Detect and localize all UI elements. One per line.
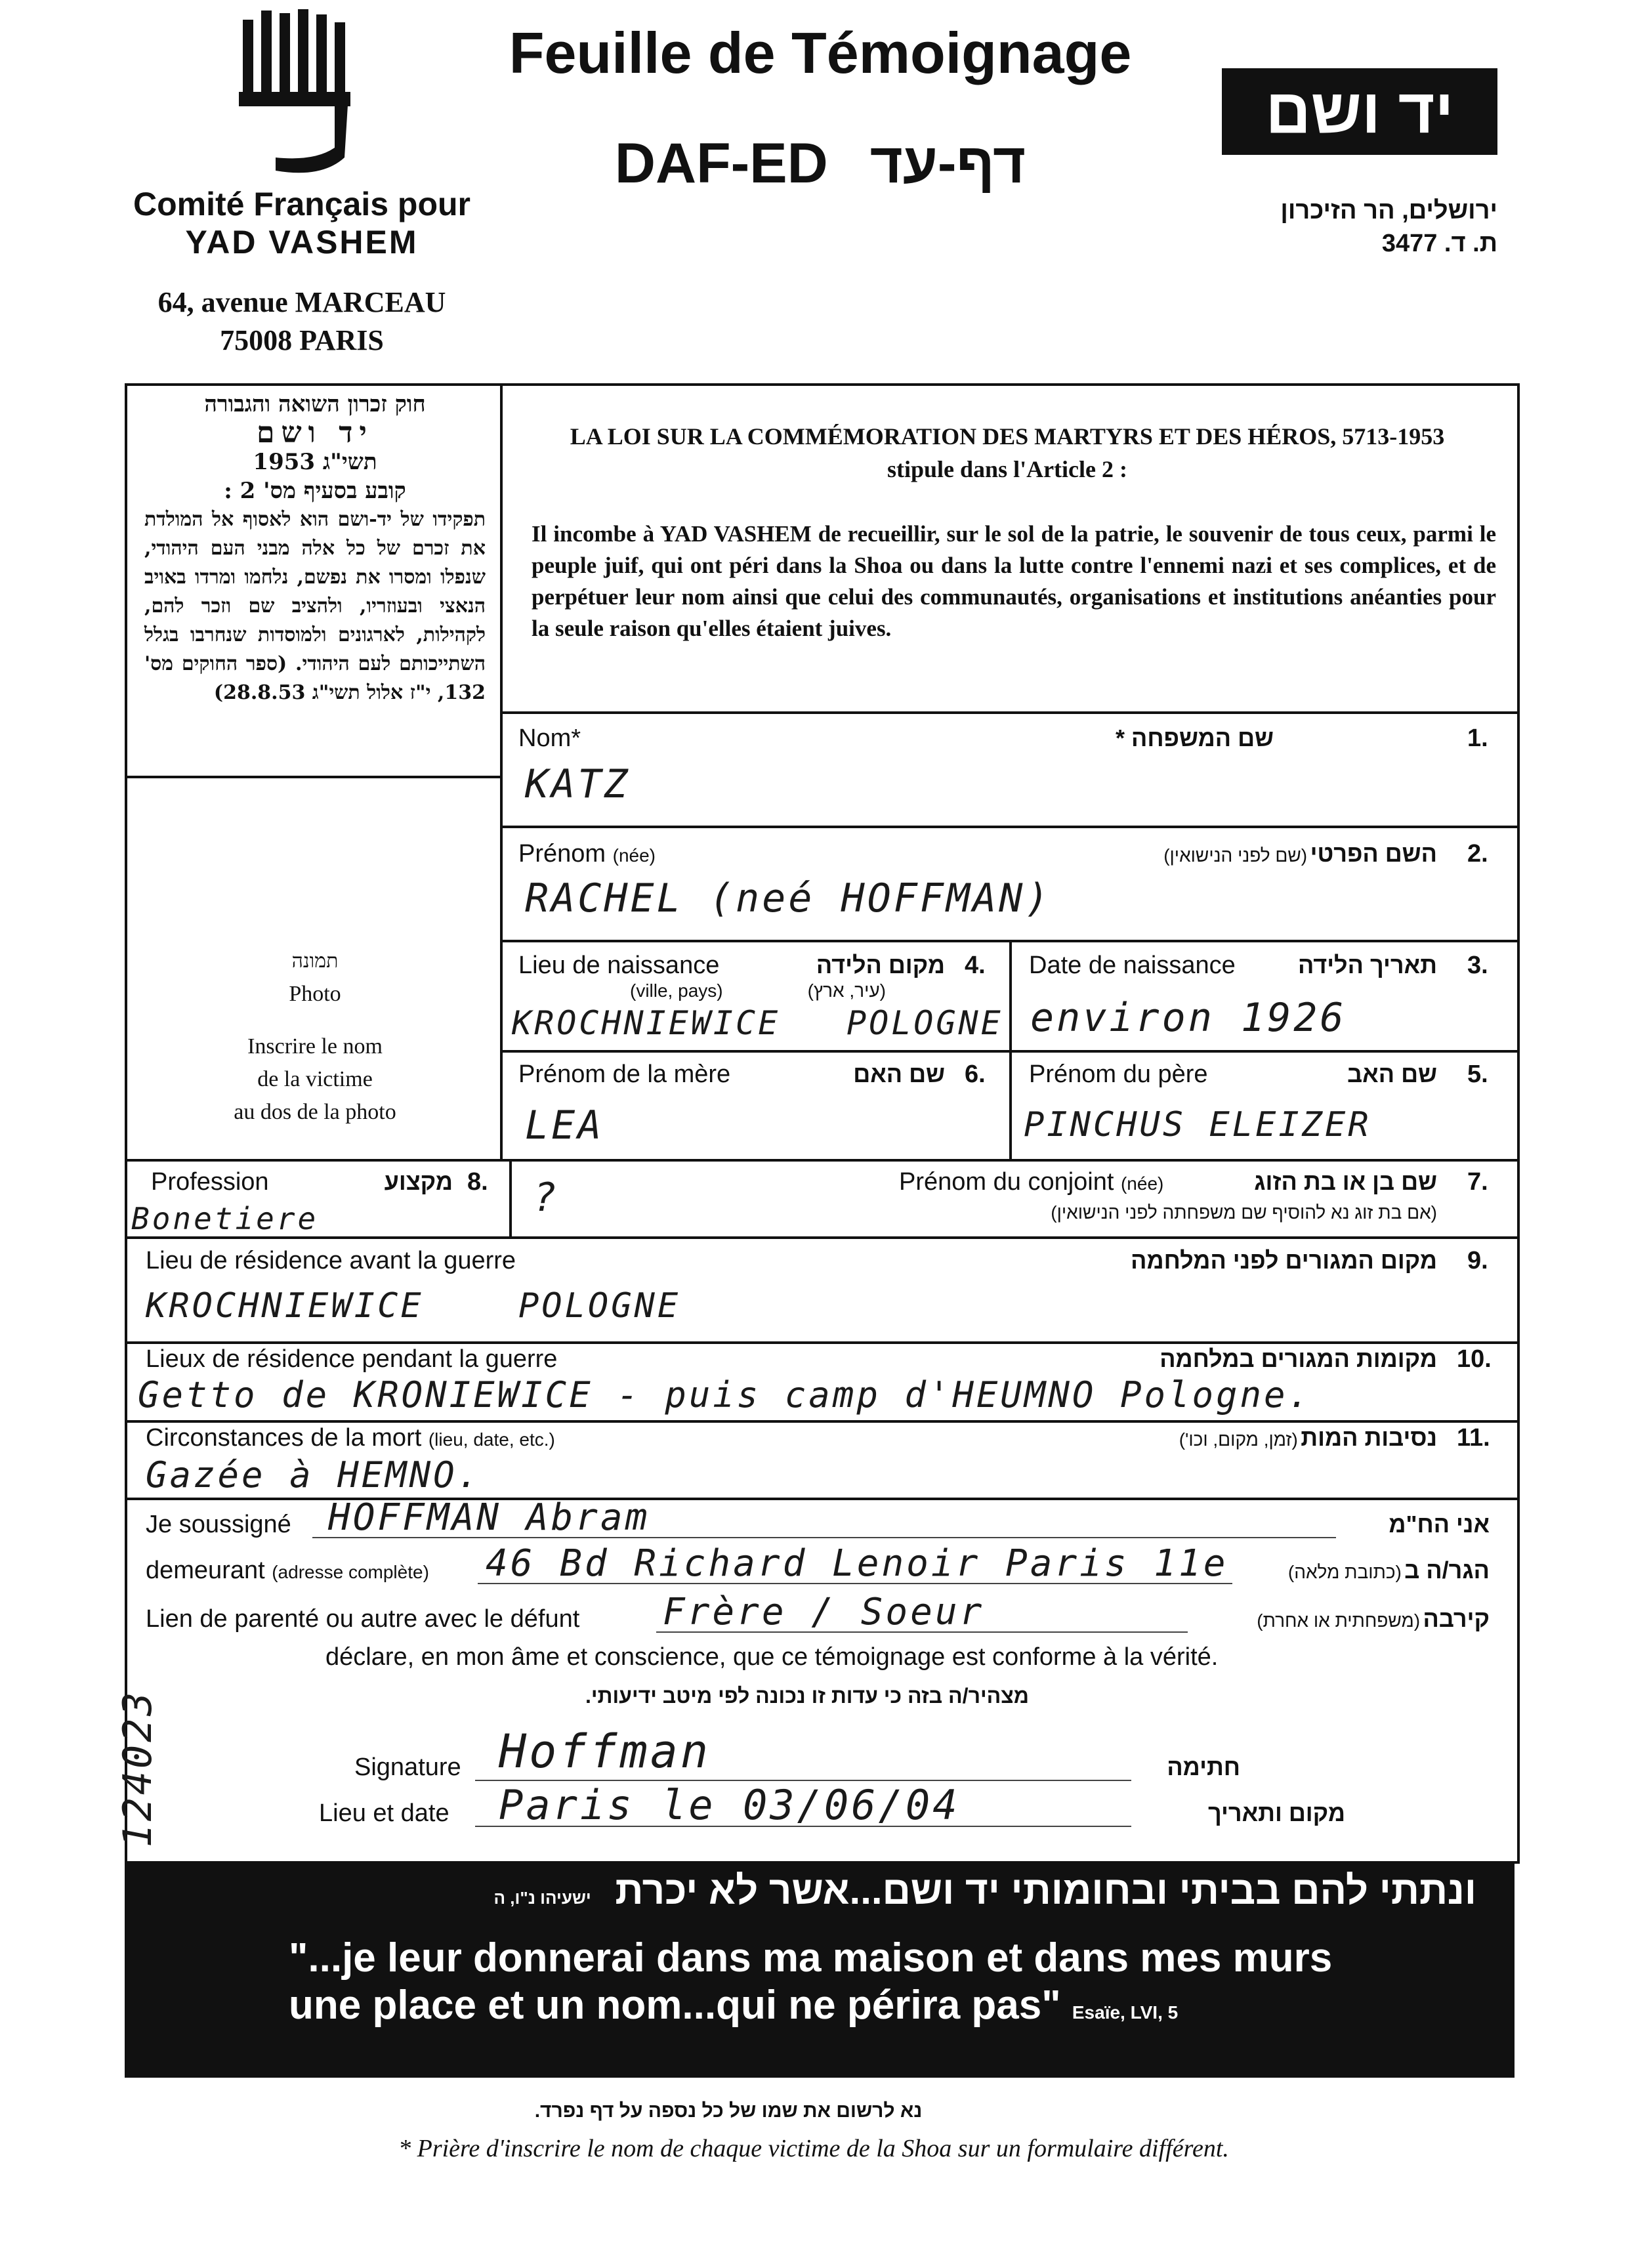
divider-6	[125, 1341, 1517, 1344]
comite-line2: YAD VASHEM	[185, 224, 419, 261]
nom-number: 1.	[1467, 724, 1488, 752]
prenom-pere-heb: שם האב	[1347, 1060, 1437, 1087]
mort-value[interactable]: Gazée à HEMNO.	[146, 1454, 482, 1496]
demeurant-value[interactable]: 46 Bd Richard Lenoir Paris 11e	[486, 1542, 1228, 1585]
footer-verse-french	[289, 1935, 1536, 2036]
conjoint-value[interactable]: ?	[533, 1175, 560, 1221]
residence-avant-label: Lieu de résidence avant la guerre	[146, 1247, 516, 1274]
mort-heb	[984, 1424, 1437, 1452]
profession-label: Profession	[151, 1168, 269, 1196]
residence-avant-country-value[interactable]: POLOGNE	[518, 1286, 681, 1326]
mort-heb-small: (זמן, מקום, וכו')	[1179, 1429, 1298, 1450]
declare-heb: מצהיר/ה בזה כי עדות זו נכונה לפי מיטב ידיעותי.	[585, 1684, 1029, 1708]
soussigne-heb: אני הח"מ	[1389, 1511, 1490, 1538]
photo-box	[131, 945, 499, 1129]
prenom-mere-heb: שם האם	[853, 1060, 945, 1087]
lien-heb-small: (משפחתית או אחרת)	[1257, 1610, 1421, 1631]
divider-1	[500, 826, 1517, 828]
footer-verse-hebrew-ref: ישעיהו נ"ו, ה	[493, 1888, 591, 1908]
stamp-number: 124023	[115, 1689, 161, 1848]
date-naissance-number: 3.	[1467, 952, 1488, 979]
comite-address	[125, 284, 479, 360]
date-naissance-value[interactable]: environ 1926	[1030, 995, 1347, 1041]
prenom-label-small: (née)	[612, 845, 656, 866]
conjoint-number: 7.	[1467, 1168, 1488, 1196]
law-french-title-line: LA LOI SUR LA COMMÉMORATION DES MARTYRS ET DES HÉROS, 5713-1953	[570, 423, 1445, 450]
signature-label: Signature	[354, 1754, 461, 1781]
prenom-mere-label: Prénom de la mère	[518, 1060, 731, 1088]
demeurant-heb	[1240, 1557, 1490, 1584]
divider-2	[500, 940, 1517, 942]
law-french-subtitle: stipule dans l'Article 2 :	[887, 456, 1127, 482]
residence-avant-heb: מקום המגורים לפני המלחמה	[1131, 1247, 1437, 1274]
lieu-naissance-heb-sub: (עיר, ארץ)	[807, 980, 886, 1001]
footer-verse-hebrew-text: ונתתי להם בביתי ובחומותי יד ושם...אשר לא יכרת	[615, 1868, 1476, 1912]
law-hebrew-body: תפקידו של יד-ושם הוא לאסוף אל המולדת את זכרם של כל אלה מבני העם היהודי, שנפלו ומסרו את נפשם, נלחמו ומרדו באויב הנאצי ובעוזריו, ולהציב שם וזכר להם, לקהילות, לארגונים ולמוסדות שנחרבו בגלל השתייכותם לעם היהודי. (ספר החוקים מס' 132, י"ז אלול תשי"ג 28.8.53)	[144, 508, 486, 704]
divider-left-law	[125, 776, 503, 778]
date-naissance-label: Date de naissance	[1029, 952, 1236, 979]
yad-vashem-hebrew-logo: יד ושם	[1222, 68, 1497, 155]
residence-pendant-value[interactable]: Getto de KRONIEWICE - puis camp d'HEUMNO Pologne.	[138, 1374, 1312, 1416]
divider-7	[125, 1420, 1517, 1423]
lien-value[interactable]: Frère / Soeur	[663, 1591, 985, 1633]
nom-label: Nom*	[518, 724, 581, 752]
profession-number: 8.	[467, 1168, 488, 1196]
lieu-naissance-country-value[interactable]: POLOGNE	[846, 1004, 1003, 1042]
lieu-naissance-label: Lieu de naissance	[518, 952, 720, 979]
nom-value[interactable]: KATZ	[525, 761, 631, 807]
comite-name	[125, 185, 479, 261]
conjoint-label	[899, 1168, 1163, 1196]
law-hebrew-year: תשי"ג 1953	[253, 449, 377, 475]
photo-instruction-3: au dos de la photo	[234, 1100, 396, 1124]
lien-heb-text: קירבה	[1423, 1605, 1490, 1632]
demeurant-heb-text: הגר/ה ב	[1404, 1557, 1490, 1584]
mort-label-text: Circonstances de la mort	[146, 1424, 422, 1452]
lieu-naissance-heb: מקום הלידה	[816, 952, 945, 978]
page-title: Feuille de Témoignage	[509, 20, 1132, 85]
law-hebrew	[131, 390, 499, 707]
footer-verse-band	[125, 1861, 1515, 2078]
demeurant-label-text: demeurant	[146, 1557, 265, 1584]
date-naissance-heb: תאריך הלידה	[1297, 952, 1437, 978]
demeurant-label	[146, 1557, 429, 1585]
daf-ed-latin: DAF-ED	[614, 132, 828, 195]
prenom-number: 2.	[1467, 840, 1488, 868]
photo-label: Photo	[289, 982, 341, 1006]
yad-vashem-menorah-logo	[236, 7, 367, 184]
prenom-value[interactable]: RACHEL (neé HOFFMAN)	[525, 875, 1052, 921]
divider-4	[125, 1159, 1517, 1162]
hebrew-address-line1: ירושלים, הר הזיכרון	[1280, 197, 1497, 224]
footnote-fr: * Prière d'inscrire le nom de chaque victime de la Shoa sur un formulaire différent.	[398, 2135, 1229, 2162]
divider-3	[500, 1050, 1517, 1053]
prenom-mere-value[interactable]: LEA	[525, 1102, 604, 1148]
signature-heb: חתימה	[1167, 1754, 1240, 1780]
prenom-heb-label	[1050, 840, 1437, 868]
lien-heb	[1201, 1605, 1490, 1633]
conjoint-heb: שם בן או בת הזוג	[1254, 1168, 1437, 1195]
law-hebrew-title: חוק זכרון השואה והגבורה	[204, 391, 426, 417]
prenom-label	[518, 840, 656, 868]
conjoint-heb-small: (אם בת זוג נא להוסיף שם משפחתה לפני הנישואין)	[1051, 1202, 1437, 1223]
lieu-date-value[interactable]: Paris le 03/06/04	[499, 1781, 960, 1829]
lieu-date-heb: מקום ותאריך	[1207, 1799, 1345, 1826]
soussigne-label: Je soussigné	[146, 1511, 291, 1538]
photo-instruction-2: de la victime	[257, 1067, 373, 1091]
demeurant-heb-small: (כתובת מלאה)	[1287, 1562, 1402, 1582]
profession-value[interactable]: Bonetiere	[131, 1201, 319, 1236]
mort-heb-text: נסיבות המות	[1301, 1424, 1437, 1451]
footer-verse-hebrew	[125, 1868, 1476, 1913]
residence-pendant-heb: מקומות המגורים במלחמה	[1160, 1345, 1437, 1372]
demeurant-label-small: (adresse complète)	[272, 1562, 429, 1582]
law-french-title	[509, 420, 1506, 486]
prenom-pere-number: 5.	[1467, 1060, 1488, 1088]
divider-profession	[509, 1159, 512, 1239]
photo-heb: תמונה	[291, 950, 339, 972]
conjoint-label-text: Prénom du conjoint	[899, 1168, 1114, 1196]
footer-verse-french-line1: "...je leur donnerai dans ma maison et dans mes murs	[289, 1935, 1333, 1981]
residence-avant-city-value[interactable]: KROCHNIEWICE	[146, 1286, 424, 1326]
prenom-label-text: Prénom	[518, 840, 606, 868]
residence-pendant-number: 10.	[1457, 1345, 1492, 1373]
law-hebrew-article: קובע בסעיף מס' 2 :	[224, 478, 406, 504]
lien-label: Lien de parenté ou autre avec le défunt	[146, 1605, 580, 1633]
divider-5	[125, 1236, 1517, 1239]
footnote-heb: נא לרשום את שמו של כל נספה על דף נפרד.	[534, 2100, 923, 2122]
mort-label	[146, 1424, 555, 1452]
lieu-naissance-number: 4.	[965, 952, 986, 979]
hebrew-address-line2: ת. ד. 3477	[1381, 230, 1497, 257]
photo-instruction-1: Inscrire le nom	[247, 1034, 383, 1059]
residence-pendant-label: Lieux de résidence pendant la guerre	[146, 1345, 558, 1373]
lieu-naissance-sub: (ville, pays)	[630, 980, 723, 1001]
hebrew-address	[1181, 194, 1497, 260]
lieu-naissance-city-value[interactable]: KROCHNIEWICE	[512, 1004, 781, 1042]
address-line2: 75008 PARIS	[220, 324, 384, 356]
mort-label-small: (lieu, date, etc.)	[428, 1429, 555, 1450]
comite-line1: Comité Français pour	[133, 186, 470, 222]
address-line1: 64, avenue MARCEAU	[157, 286, 446, 318]
footer-verse-ref: Esaïe, LVI, 5	[1072, 2002, 1179, 2023]
nom-heb-label: שם המשפחה *	[1116, 724, 1274, 751]
signature-value[interactable]: Hoffman	[499, 1725, 711, 1778]
residence-avant-number: 9.	[1467, 1247, 1488, 1274]
daf-ed-title	[499, 131, 1142, 196]
prenom-pere-label: Prénom du père	[1029, 1060, 1208, 1088]
prenom-heb-text: השם הפרטי	[1310, 840, 1437, 867]
declare-fr: déclare, en mon âme et conscience, que ce témoignage est conforme à la vérité.	[325, 1643, 1219, 1671]
lieu-date-label: Lieu et date	[319, 1799, 449, 1827]
daf-ed-hebrew: דף-עד	[869, 132, 1026, 195]
conjoint-label-small: (née)	[1120, 1173, 1164, 1194]
prenom-mere-number: 6.	[965, 1060, 986, 1088]
soussigne-value[interactable]: HOFFMAN Abram	[328, 1496, 650, 1539]
prenom-heb-small: (שם לפני הנישואין)	[1163, 845, 1308, 866]
divider-law	[500, 711, 1517, 714]
law-hebrew-yad-vashem: יד ושם	[257, 416, 373, 450]
divider-left-column	[500, 383, 503, 1162]
prenom-pere-value[interactable]: PINCHUS ELEIZER	[1024, 1105, 1371, 1144]
footer-verse-french-line2: une place et un nom...qui ne périra pas"	[289, 1983, 1061, 2028]
law-french-body: Il incombe à YAD VASHEM de recueillir, sur le sol de la patrie, le souvenir de tous ceux, parmi le peuple juif, qui ont péri dans la Shoa ou dans la lutte contre l'ennemi nazi et ses complices, et de perpétuer leur nom ainsi que celui des communautés, organisations et institutions anéanties pour la seule raison qu'elles étaient juives.	[532, 521, 1496, 641]
mort-number: 11.	[1457, 1424, 1490, 1452]
profession-heb: מקצוע	[384, 1168, 453, 1195]
